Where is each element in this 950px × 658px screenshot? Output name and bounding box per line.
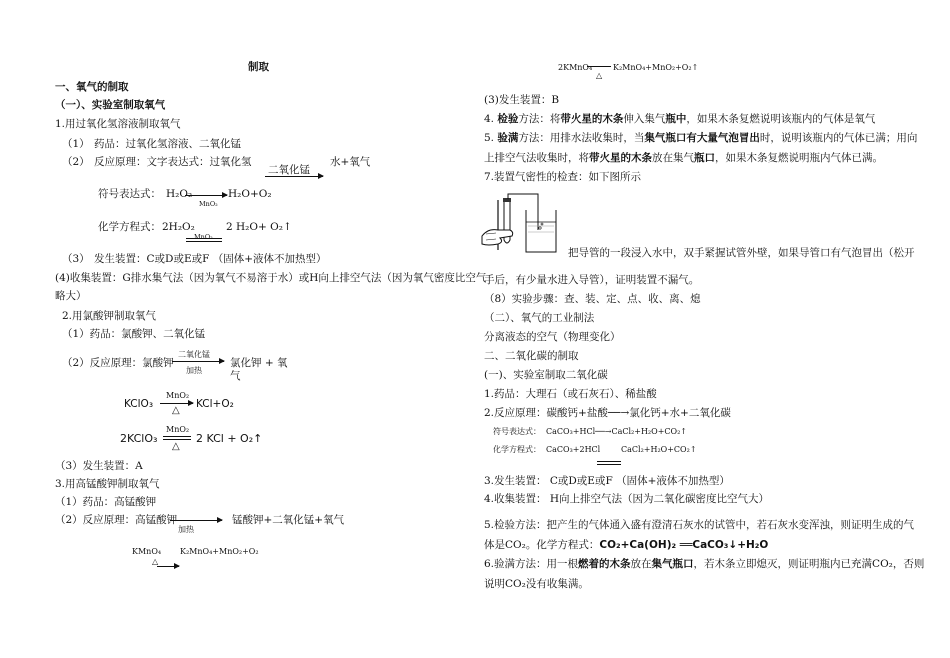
co2-symbol-equation: CaCO₃+HCl──→CaCl₂+H₂O+CO₂↑: [546, 427, 687, 436]
h2o2-principle-num: （2）: [62, 156, 90, 168]
h2o2-device: 发生装置：C或D或E或F （固体+液体不加热型）: [94, 253, 327, 265]
h2o2-symbol-catalyst: MnO₂: [199, 200, 218, 208]
airtightness-description-cont: 手后，有少量水进入导管），证明装置不漏气。: [484, 274, 700, 286]
kclo3-eq1-right: KCl+O₂: [196, 398, 234, 410]
equal-line: [186, 238, 222, 239]
heat-triangle-icon: △: [152, 557, 159, 566]
heat-triangle-icon: △: [172, 441, 180, 452]
co2-equation-label: 化学方程式：: [493, 445, 541, 454]
full-check-method: 5. 验满方法：用排水法收集时，当集气瓶口有大量气泡冒出时，说明该瓶内的气体已满；用向: [484, 132, 918, 144]
kmno4-eq-right: K₂MnO₄+MnO₂+O₂: [180, 547, 259, 556]
reaction-arrow: [265, 176, 323, 177]
kclo3-eq2-right: 2 KCl + O₂↑: [196, 432, 263, 445]
equal-line: [163, 436, 191, 437]
industrial-heading: （二）、氧气的工业制法: [484, 312, 595, 324]
kclo3-device: （3）发生装置：A: [55, 460, 143, 472]
kclo3-drug: （1）药品：氯酸钾、二氧化锰: [62, 328, 206, 340]
kclo3-eq1-catalyst: MnO₂: [166, 391, 190, 400]
equal-line: [163, 439, 191, 440]
kmno4-eq2-left: 2KMnO₄: [558, 63, 593, 72]
kclo3-product-cont: 气: [230, 370, 241, 382]
kclo3-eq2-catalyst: MnO₂: [166, 425, 190, 434]
h2o2-equation-catalyst: MnO₂: [194, 233, 213, 241]
test-method: 4. 检验方法：将带火星的木条伸入集气瓶中，如果木条复燃说明该瓶内的气体是氧气: [484, 113, 876, 125]
co2-full-check: 6.验满方法：用一根燃着的木条放在集气瓶口，若木条立即熄灭，则证明瓶内已充满CO₂，否则: [484, 558, 925, 570]
kclo3-heat-label: 加热: [186, 366, 202, 375]
equal-line: [597, 461, 621, 462]
reaction-arrow: [172, 361, 224, 362]
experiment-steps: （8）实验步骤：查、装、定、点、收、离、熄: [484, 293, 701, 305]
section-kmno4-heading: 3.用高锰酸钾制取氧气: [55, 478, 160, 490]
page-title: 制取: [248, 61, 269, 73]
kmno4-device: (3)发生装置：B: [484, 94, 560, 106]
h2o2-product: 水+氧气: [330, 156, 371, 168]
co2-test-method: 5.检验方法：把产生的气体通入盛有澄清石灰水的试管中，若石灰水变浑浊，则证明生成的气: [484, 519, 915, 531]
reaction-arrow: [170, 520, 222, 521]
full-check-method-cont: 上排空气法收集时，将带火星的木条放在集气瓶口，如果木条复燃说明瓶内气体已满。: [484, 152, 883, 164]
kmno4-principle: （2）反应原理：高锰酸钾: [55, 514, 178, 526]
kmno4-eq2-right: K₂MnO₄+MnO₂+O₂↑: [613, 63, 699, 72]
heat-triangle-icon: △: [596, 71, 603, 80]
h2o2-drug: 药品：过氧化氢溶液、二氧化锰: [94, 138, 241, 150]
heading-co2: 二、二氧化碳的制取: [484, 350, 579, 362]
reaction-arrow: [160, 403, 193, 404]
h2o2-principle: 反应原理：文字表达式：过氧化氢: [94, 156, 252, 168]
h2o2-symbol-left: H₂O₂: [166, 188, 193, 200]
h2o2-drug-num: （1）: [62, 138, 90, 150]
reaction-arrow: [157, 566, 179, 567]
kmno4-heat-label: 加热: [178, 525, 194, 534]
h2o2-symbol-right: H₂O+O₂: [228, 188, 272, 200]
kclo3-principle: （2）反应原理：氯酸钾: [62, 357, 174, 369]
co2-principle: 2.反应原理：碳酸钙+盐酸──→氯化钙+水+二氧化碳: [484, 407, 731, 419]
industrial-method: 分离液态的空气（物理变化）: [484, 331, 621, 343]
kclo3-catalyst-label: 二氧化锰: [178, 350, 210, 359]
h2o2-equation-right: 2 H₂O+ O₂↑: [226, 221, 292, 233]
h2o2-equation-label: 化学方程式：: [98, 221, 161, 233]
kmno4-product: 锰酸钾+二氧化锰+氧气: [232, 514, 345, 526]
h2o2-equation-left: 2H₂O₂: [162, 221, 195, 233]
section-h2o2-heading: 1.用过氧化氢溶液制取氧气: [55, 118, 181, 130]
co2-device: 3.发生装置： C或D或E或F （固体+液体不加热型）: [484, 475, 730, 487]
h2o2-collection: (4)收集装置：G排水集气法（因为氧气不易溶于水）或H向上排空气法（因为氧气密度比空气: [55, 272, 487, 284]
co2-drug: 1.药品：大理石（或石灰石）、稀盐酸: [484, 388, 657, 400]
heading-oxygen: 一、氧气的制取: [55, 81, 129, 93]
kmno4-eq-left: KMnO₄: [132, 547, 162, 556]
airtightness-apparatus-illustration: [480, 190, 570, 262]
reaction-arrow: [185, 195, 227, 196]
co2-full-check-cont: 说明CO₂没有收集满。: [484, 578, 589, 590]
airtightness-description: 把导管的一段浸入水中，双手紧握试管外壁，如果导管口有气泡冒出（松开: [568, 247, 915, 259]
kclo3-product: 氯化钾 + 氧: [230, 357, 288, 369]
heat-triangle-icon: △: [172, 405, 180, 416]
equal-line: [587, 66, 611, 67]
kmno4-drug: （1）药品：高锰酸钾: [55, 496, 157, 508]
section-kclo3-heading: 2.用氯酸钾制取氧气: [62, 310, 157, 322]
co2-equation-left: CaCO₃+2HCl: [546, 445, 601, 454]
equal-line: [597, 464, 621, 465]
h2o2-symbol-label: 符号表达式：: [98, 188, 161, 200]
co2-equation-right: CaCl₂+H₂O+CO₂↑: [621, 445, 697, 454]
airtightness-heading: 7.装置气密性的检查：如下图所示: [484, 171, 642, 183]
kclo3-eq2-left: 2KClO₃: [120, 432, 158, 445]
h2o2-catalyst-label: 二氧化锰: [268, 164, 310, 176]
co2-test-method-cont: 体是CO₂。化学方程式：CO₂+Ca(OH)₂ ══CaCO₃↓+H₂O: [484, 539, 769, 551]
co2-symbol-label: 符号表达式：: [493, 427, 541, 436]
kclo3-eq1-left: KClO₃: [124, 398, 154, 410]
heading-lab-co2: (一)、实验室制取二氧化碳: [484, 369, 608, 381]
heading-lab-oxygen: （一）、实验室制取氧气: [55, 99, 166, 111]
h2o2-device-num: （3）: [62, 253, 90, 265]
equal-line: [186, 241, 222, 242]
h2o2-collection-cont: 略大）: [55, 290, 87, 302]
co2-collection: 4.收集装置： H向上排空气法（因为二氧化碳密度比空气大）: [484, 493, 770, 505]
